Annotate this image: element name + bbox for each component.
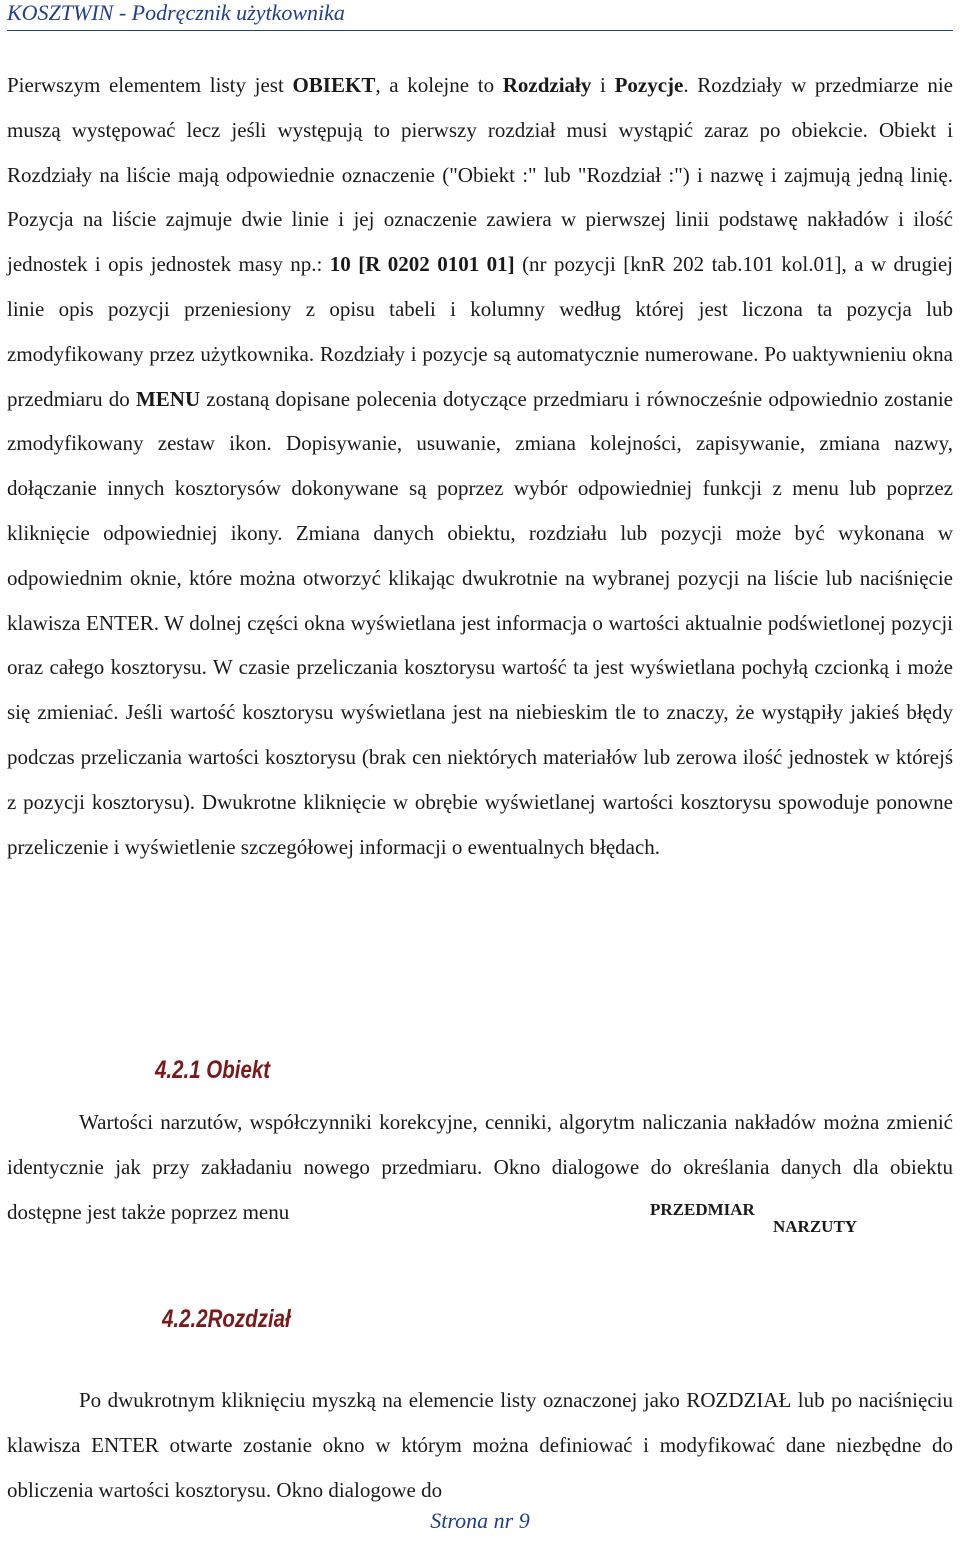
- menu-path-narzuty: NARZUTY: [773, 1217, 858, 1236]
- text-run: . Rozdziały w przedmiarze nie muszą występować lecz jeśli występują to pierwszy rozdział musi wystąpić zaraz po obiekcie. Obiekt i Rozdziały na liście mają odpowiednie oznaczenie ("Obiekt :" lub "Rozdział :") i nazwę i zajmują jedną linię. Pozycja na liście zajmuje dwie linie i jej oznaczenie zawiera w pierwszej linii podstawę nakładów i ilość jednostek i opis jednostek masy np.:: [7, 73, 954, 277]
- paragraph-text: Po dwukrotnym kliknięciu myszką na elemencie listy oznaczonej jako ROZDZIAŁ lub po naciśnięciu klawisza ENTER otwarte zostanie okno w którym można definiować i modyfikować dane niezbędne do obliczenia wartości kosztorysu. Okno dialogowe do: [7, 1388, 953, 1502]
- paragraph-text: Wartości narzutów, współczynniki korekcyjne, cenniki, algorytm naliczania nakładów można zmienić identycznie jak przy zakładaniu nowego przedmiaru. Okno dialogowe do określania danych dla obiektu dostępne jest także poprzez menu: [7, 1110, 953, 1224]
- text-run: i: [591, 73, 615, 97]
- bold-term-pozycje: Pozycje: [614, 73, 684, 97]
- page-footer: Strona nr 9: [430, 1508, 530, 1533]
- intro-paragraph: [7, 63, 953, 869]
- section-heading-obiekt: 4.2.1 Obiekt: [155, 1056, 271, 1084]
- text-run: , a kolejne to: [375, 73, 503, 97]
- text-run: Pierwszym elementem listy jest: [7, 73, 293, 97]
- bold-example-code: 10 [R 0202 0101 01]: [329, 252, 515, 277]
- header-title: KOSZTWIN - Podręcznik użytkownika: [7, 0, 345, 25]
- bold-term-rozdzialy: Rozdziały: [502, 73, 592, 97]
- text-run: (nr pozycji [knR 202 tab.101 kol.01], a w drugiej linie opis pozycji przeniesiony z opisu tabeli i kolumny według której jest liczona ta pozycja lub zmodyfikowany przez użytkownika. Rozdziały i pozycje są automatycznie numerowane. Po uaktywnieniu okna przedmiaru do: [7, 252, 953, 411]
- page-header: [7, 0, 953, 31]
- paragraph-text: [7, 63, 953, 869]
- rozdzial-paragraph: [7, 1378, 953, 1512]
- text-run: zostaną dopisane polecenia dotyczące przedmiaru i równocześnie odpowiednio zostanie zmodyfikowany zestaw ikon. Dopisywanie, usuwanie, zmiana kolejności, zapisywanie, zmiana nazwy, dołączanie innych kosztorysów dokonywane są poprzez wybór odpowiedniej funkcji z menu lub poprzez kliknięcie odpowiedniej ikony. Zmiana danych obiektu, rozdziału lub pozycji może być wykonana w odpowiednim oknie, które można otworzyć klikając dwukrotnie na wybranej pozycji na liście lub naciśnięcie klawisza ENTER. W dolnej części okna wyświetlana jest informacja o wartości aktualnie podświetlonej pozycji oraz całego kosztorysu. W czasie przeliczania kosztorysu wartość ta jest wyświetlana pochyłą czcionką i może się zmieniać. Jeśli wartość kosztorysu wyświetlana jest na niebieskim tle to znaczy, że wystąpiły jakieś błędy podczas przeliczania wartości kosztorysu (brak cen niektórych materiałów lub zerowa ilość jednostek w którejś z pozycji kosztorysu). Dwukrotne kliknięcie w obrębie wyświetlanej wartości kosztorysu spowoduje ponowne przeliczenie i wyświetlenie szczegółowej informacji o ewentualnych błędach.: [7, 386, 953, 859]
- bold-term-obiekt: OBIEKT: [292, 73, 376, 97]
- section-heading-rozdzial: 4.2.2Rozdział: [162, 1305, 291, 1333]
- menu-path-przedmiar: PRZEDMIAR: [650, 1200, 755, 1219]
- bold-term-menu: MENU: [135, 386, 201, 411]
- obiekt-paragraph: [7, 1100, 953, 1234]
